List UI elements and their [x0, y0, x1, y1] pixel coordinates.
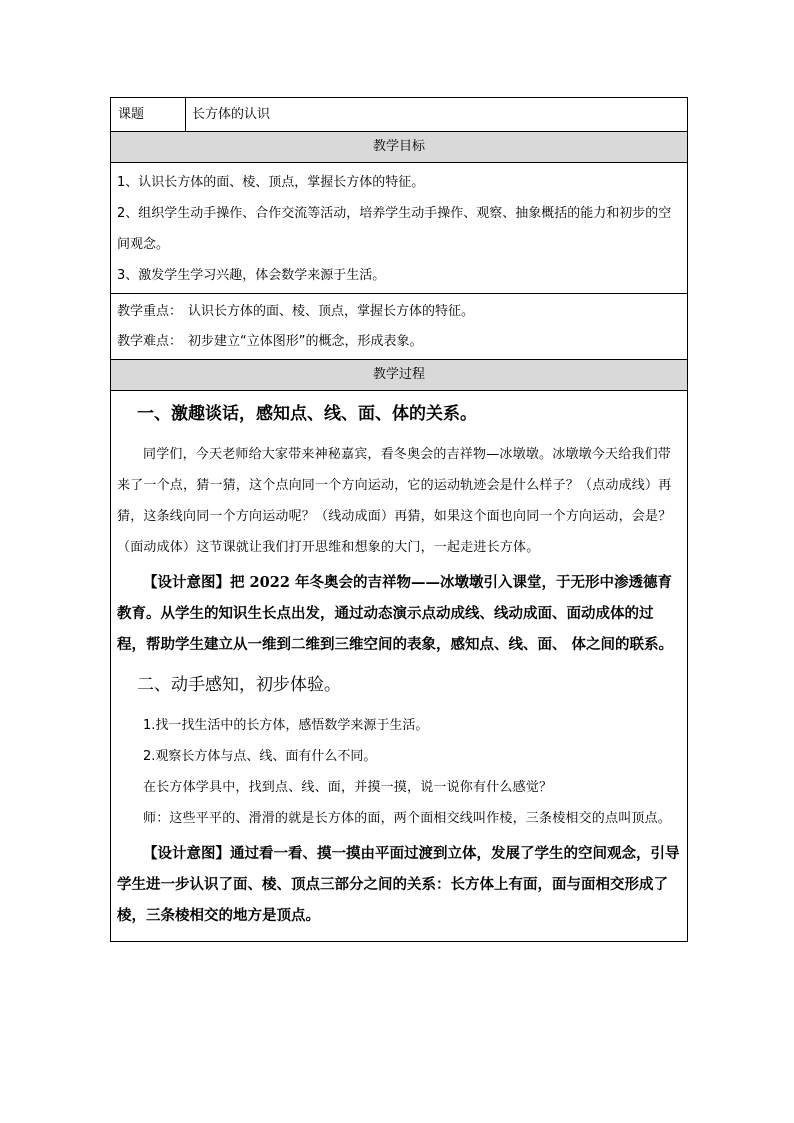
topic-row	[111, 98, 688, 132]
topic-value: 长方体的认识	[186, 98, 688, 132]
process-cell	[111, 391, 688, 942]
goals-header-row	[111, 132, 688, 163]
section1-title: 一、激趣谈话，感知点、线、面、体的关系。	[137, 404, 477, 424]
goal-item: 3、激发学生学习兴趣，体会数学来源于生活。	[117, 268, 386, 283]
section1-paragraph: 同学们，今天老师给大家带来神秘嘉宾，看冬奥会的吉祥物—冰墩墩。冰墩墩今天给我们带来了一个点，猜一猜，这个点向同一个方向运动，它的运动轨迹会是什么样子？（点动成线）再猜，这条线向同一个方向运动呢？（线动成面）再猜，如果这个面也向同一个方向运动，会是？（面动成体）这节课就让我们打开思维和想象的大门，一起走进长方体。	[117, 447, 672, 555]
focus-value: 认识长方体的面、棱、顶点，掌握长方体的特征。	[188, 304, 475, 319]
difficulty-value: 初步建立“立体图形”的概念，形成表象。	[188, 334, 423, 349]
key-points-cell	[111, 294, 688, 360]
focus-label: 教学重点：	[117, 304, 183, 319]
goals-header: 教学目标	[111, 132, 688, 163]
difficulty-line	[117, 327, 681, 357]
process-header-row	[111, 360, 688, 391]
section2-paragraph-1: 在长方体学具中，找到点、线、面，并摸一摸，说一说你有什么感觉？	[143, 780, 553, 795]
goals-cell	[111, 163, 688, 294]
key-points-row	[111, 294, 688, 360]
topic-label: 课题	[111, 98, 186, 132]
section2-item-1: 1.找一找生活中的长方体，感悟数学来源于生活。	[143, 718, 429, 733]
goal-item: 1、认识长方体的面、棱、顶点，掌握长方体的特征。	[117, 175, 425, 190]
lesson-plan-table	[110, 97, 688, 942]
section2-paragraph-2: 师：这些平平的、滑滑的就是长方体的面，两个面相交线叫作棱，三条棱相交的点叫顶点。	[143, 811, 672, 826]
section2-design-intent: 【设计意图】通过看一看、摸一摸由平面过渡到立体，发展了学生的空间观念，引导学生进一步认识了面、棱、顶点三部分之间的关系：长方体上有面，面与面相交形成了棱，三条棱相交的地方是顶点。	[117, 845, 680, 924]
goals-row	[111, 163, 688, 294]
process-header: 教学过程	[111, 360, 688, 391]
goal-item: 2、组织学生动手操作、合作交流等活动，培养学生动手操作、观察、抽象概括的能力和初步的空间观念。	[117, 206, 672, 252]
section2-item-2: 2.观察长方体与点、线、面有什么不同。	[143, 749, 377, 764]
focus-line	[117, 297, 681, 327]
section2-title: 二、动手感知，初步体验。	[137, 675, 341, 695]
section1-design-intent: 【设计意图】把 2022 年冬奥会的吉祥物——冰墩墩引入课堂，于无形中渗透德育教育。从学生的知识生长点出发，通过动态演示点动成线、线动成面、面动成体的过程，帮助学生建立从一维到二维到三维空间的表象，感知点、线、面、 体之间的联系。	[117, 574, 674, 653]
difficulty-label: 教学难点：	[117, 334, 183, 349]
process-row	[111, 391, 688, 942]
